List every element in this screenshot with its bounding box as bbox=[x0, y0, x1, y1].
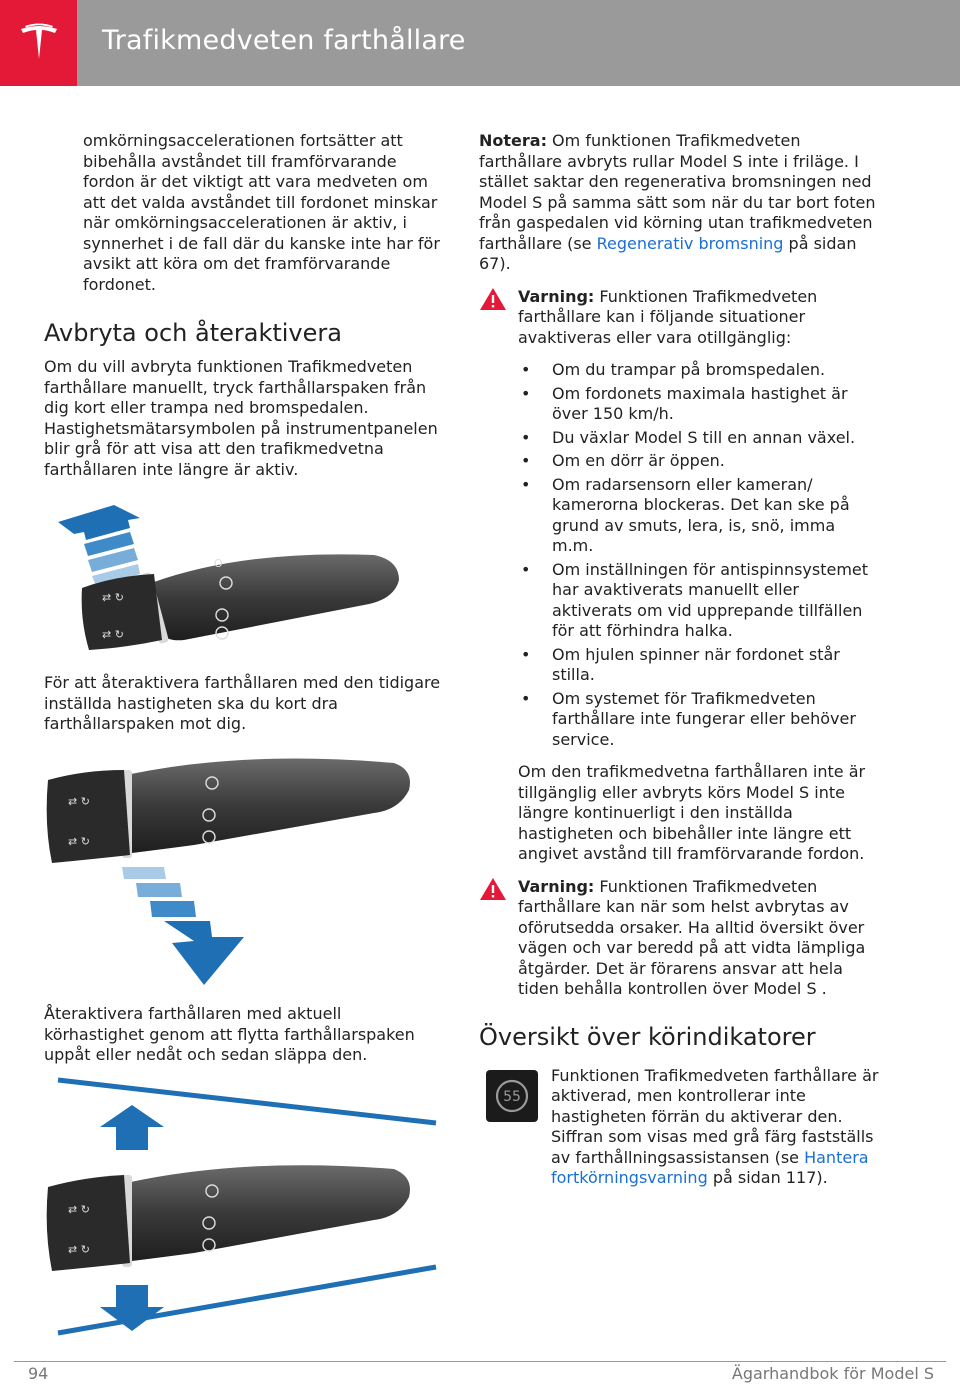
manual-title: Ägarhandbok för Model S bbox=[731, 1364, 934, 1383]
warning-text: Funktionen Trafikmedveten farthållare kan i följande situationer avaktiveras eller vara otillgänglig: bbox=[518, 286, 818, 347]
tesla-logo bbox=[0, 0, 77, 86]
stalk-illustration-cancel bbox=[44, 500, 444, 660]
indicator-row bbox=[479, 1066, 879, 1189]
cancel-paragraph: Om du vill avbryta funktionen Trafikmedveten farthållare manuellt, tryck farthållarspaken från dig kort eller trampa ned bromspedalen. Hastighetsmätarsymbolen på instrumentpanelen blir grå för att visa att den trafikmedvetna farthållaren inte längre är aktiv. bbox=[44, 357, 438, 479]
right-column bbox=[479, 131, 879, 1201]
speed-warning-link[interactable]: Hantera fortkörningsvarning bbox=[551, 1147, 869, 1187]
page-header bbox=[0, 0, 960, 86]
section-heading-indicators: Översikt över körindikatorer bbox=[479, 1022, 816, 1051]
resume-block bbox=[44, 673, 444, 747]
note-label: Notera: bbox=[479, 131, 547, 150]
list-item: • Om en dörr är öppen. bbox=[518, 451, 879, 472]
list-item: • Om du trampar på bromspedalen. bbox=[518, 360, 879, 381]
indicator-text-end: på sidan 117). bbox=[707, 1168, 828, 1187]
list-item: • Om fordonets maximala hastighet är över 150 km/h. bbox=[518, 384, 879, 425]
stalk-up-down-image bbox=[44, 1075, 444, 1337]
resume-paragraph: För att återaktivera farthållaren med den tidigare inställda hastigheten ska du kort dra farthållarspaken mot dig. bbox=[44, 673, 441, 733]
warning-label: Varning: bbox=[518, 876, 595, 896]
warning-text: Funktionen Trafikmedveten farthållare kan när som helst avbrytas av oförutsedda orsaker. Ha alltid översikt över vägen och var beredd på att vidta lämpliga åtgärder. Det är förarens ansvar att hela tiden behålla kontrollen över Model S . bbox=[518, 876, 866, 998]
warning-icon bbox=[479, 877, 507, 901]
list-item: • Om radarsensorn eller kameran/ kamerorna blockeras. Det kan ske på grund av smuts, lera, is, snö, imma m.m. bbox=[518, 475, 879, 557]
speed-circle-icon bbox=[494, 1078, 530, 1114]
svg-text:⇄ ↻: ⇄ ↻ bbox=[68, 795, 90, 808]
stalk-illustration-resume bbox=[44, 745, 444, 990]
regenerative-braking-link[interactable]: Regenerativ bromsning bbox=[596, 233, 784, 253]
warning-label: Varning: bbox=[518, 286, 595, 306]
svg-text:⇄ ↻: ⇄ ↻ bbox=[68, 835, 90, 848]
page-number: 94 bbox=[28, 1364, 49, 1383]
page-title: Trafikmedveten farthållare bbox=[102, 25, 466, 56]
svg-text:⇄ ↻: ⇄ ↻ bbox=[102, 628, 124, 641]
speed-indicator-icon bbox=[486, 1070, 538, 1122]
note-text-end: på sidan 67). bbox=[479, 233, 857, 273]
current-speed-block bbox=[44, 1004, 444, 1078]
warning-unavailable bbox=[479, 287, 879, 349]
warning-unexpected-cancel bbox=[479, 877, 879, 1000]
current-speed-paragraph: Återaktivera farthållaren med aktuell körhastighet genom att flytta farthållarspaken uppåt eller nedåt och sedan släppa den. bbox=[44, 1004, 415, 1064]
list-item: • Om hjulen spinner när fordonet står stilla. bbox=[518, 645, 879, 686]
section-heading-cancel-resume: Avbryta och återaktivera bbox=[44, 319, 342, 347]
disable-conditions-list bbox=[518, 360, 879, 750]
cancel-section bbox=[44, 302, 444, 492]
svg-text:⇄ ↻: ⇄ ↻ bbox=[68, 1203, 90, 1216]
indicator-paragraph bbox=[551, 1066, 879, 1189]
footer-divider bbox=[14, 1361, 946, 1362]
note-paragraph bbox=[479, 131, 879, 275]
stalk-push-away-image bbox=[44, 500, 444, 660]
list-item: • Du växlar Model S till en annan växel. bbox=[518, 428, 879, 449]
intro-block bbox=[83, 131, 443, 307]
speed-indicator-value: 55 bbox=[503, 1088, 521, 1105]
list-item: • Om systemet för Trafikmedveten farthållare inte fungerar eller behöver service. bbox=[518, 689, 879, 751]
stalk-illustration-current-speed bbox=[44, 1075, 444, 1337]
tesla-logo-icon bbox=[17, 21, 61, 65]
list-item: • Om inställningen för antispinnsystemet har avaktiverats manuellt eller aktiverats om vid upprepande tillfällen för att förhindra halka. bbox=[518, 560, 879, 642]
warning-icon bbox=[479, 287, 507, 311]
stalk-pull-toward-image bbox=[44, 745, 444, 990]
intro-paragraph: omkörningsaccelerationen fortsätter att bibehålla avståndet till framförvarande fordon är det viktigt att vara medveten om att det valda avståndet till fordonet minskar när omkörningsaccelerationen är aktiv, i synnerhet i de fall där du kanske inte har för avsikt att köra om det framförvarande fordonet. bbox=[83, 131, 440, 294]
svg-text:⇄ ↻: ⇄ ↻ bbox=[102, 591, 124, 604]
unavailable-paragraph: Om den trafikmedvetna farthållaren inte är tillgänglig eller avbryts körs Model S inte längre kontinuerligt i den inställda hastigheten och bibehåller inte längre ett angivet avstånd till framförvarande fordon. bbox=[518, 762, 866, 863]
note-text: Om funktionen Trafikmedveten farthållare avbryts rullar Model S inte i friläge. I stället saktar den regenerativa bromsningen ned Model S på samma sätt som när du tar bort foten från gaspedalen vid körning utan trafikmedveten farthållare (se bbox=[479, 131, 876, 253]
indicator-text: Funktionen Trafikmedveten farthållare är aktiverad, men kontrollerar inte hastigheten förrän du aktiverar den. Siffran som visas med grå färg fastställs av farthållningsassistansen (se bbox=[551, 1065, 879, 1167]
svg-text:⇄ ↻: ⇄ ↻ bbox=[68, 1243, 90, 1256]
svg-text:O: O bbox=[214, 557, 223, 570]
